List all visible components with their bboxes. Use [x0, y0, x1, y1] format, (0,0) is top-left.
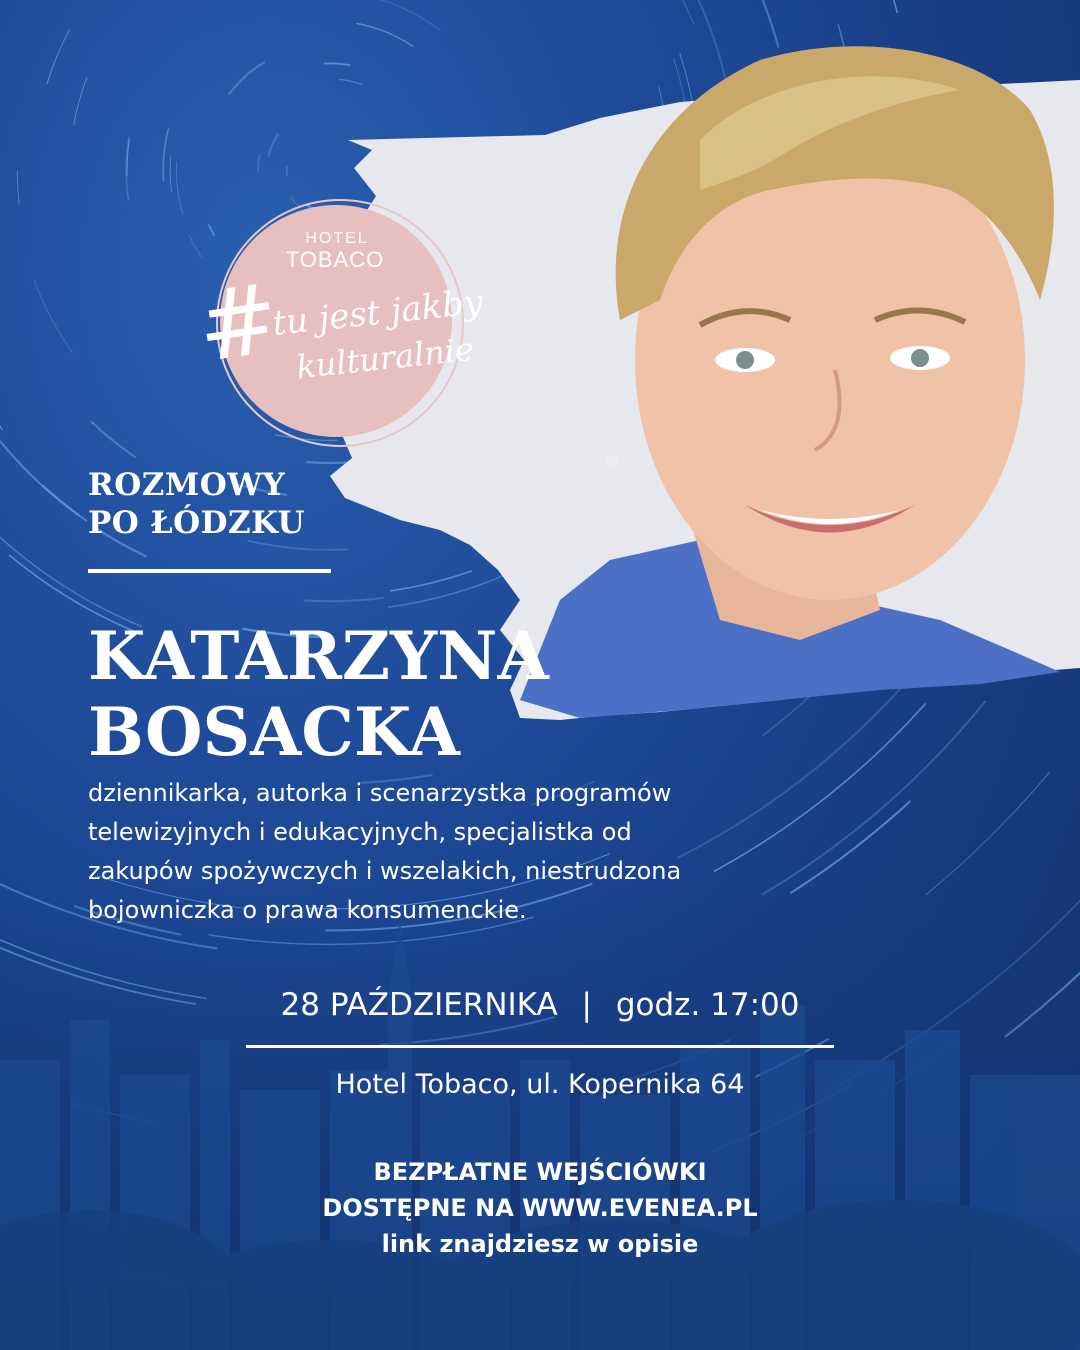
logo-tagline-line1: tu jest jakby	[270, 282, 485, 344]
ticket-line1: BEZPŁATNE WEJŚCIÓWKI	[373, 1158, 707, 1186]
logo-hash: #	[190, 261, 286, 385]
logo-hotel-text: HOTEL	[305, 230, 369, 247]
guest-first-name: KATARZYNA	[88, 617, 549, 695]
event-divider	[246, 1045, 834, 1048]
series-divider	[88, 569, 331, 573]
ticket-line2: DOSTĘPNE NA WWW.EVENEA.PL	[322, 1194, 758, 1222]
hotel-tobaco-logo	[190, 205, 485, 445]
star-trail	[926, 772, 1049, 894]
guest-description-line: telewizyjnych i edukacyjnych, specjalistka od	[88, 818, 632, 846]
guest-description	[88, 774, 848, 930]
series-title-line1: ROZMOWY	[88, 467, 286, 503]
guest-description-line: dziennikarka, autorka i scenarzystka programów	[88, 779, 672, 807]
logo-tobaco-text: TOBACO	[285, 247, 385, 272]
guest-last-name: BOSACKA	[88, 693, 460, 771]
event-venue: Hotel Tobaco, ul. Kopernika 64	[335, 1069, 745, 1100]
ticket-info	[160, 1154, 920, 1262]
event-time: godz. 17:00	[615, 987, 800, 1023]
logo-tagline-line2: kulturalnie	[294, 329, 476, 387]
event-separator: |	[581, 987, 592, 1023]
series-title-line2: PO ŁÓDZKU	[88, 505, 306, 541]
series-title	[88, 466, 348, 542]
guest-name	[88, 618, 608, 770]
earring	[605, 455, 619, 469]
guest-description-line: bojowniczka o prawa konsumenckie.	[88, 896, 527, 924]
guest-description-line: zakupów spożywczych i wszelakich, niestrudzona	[88, 857, 682, 885]
event-date-time	[200, 984, 880, 1026]
ticket-line3: link znajdziesz w opisie	[381, 1230, 699, 1258]
event-date: 28 PAŹDZIERNIKA	[280, 987, 558, 1023]
